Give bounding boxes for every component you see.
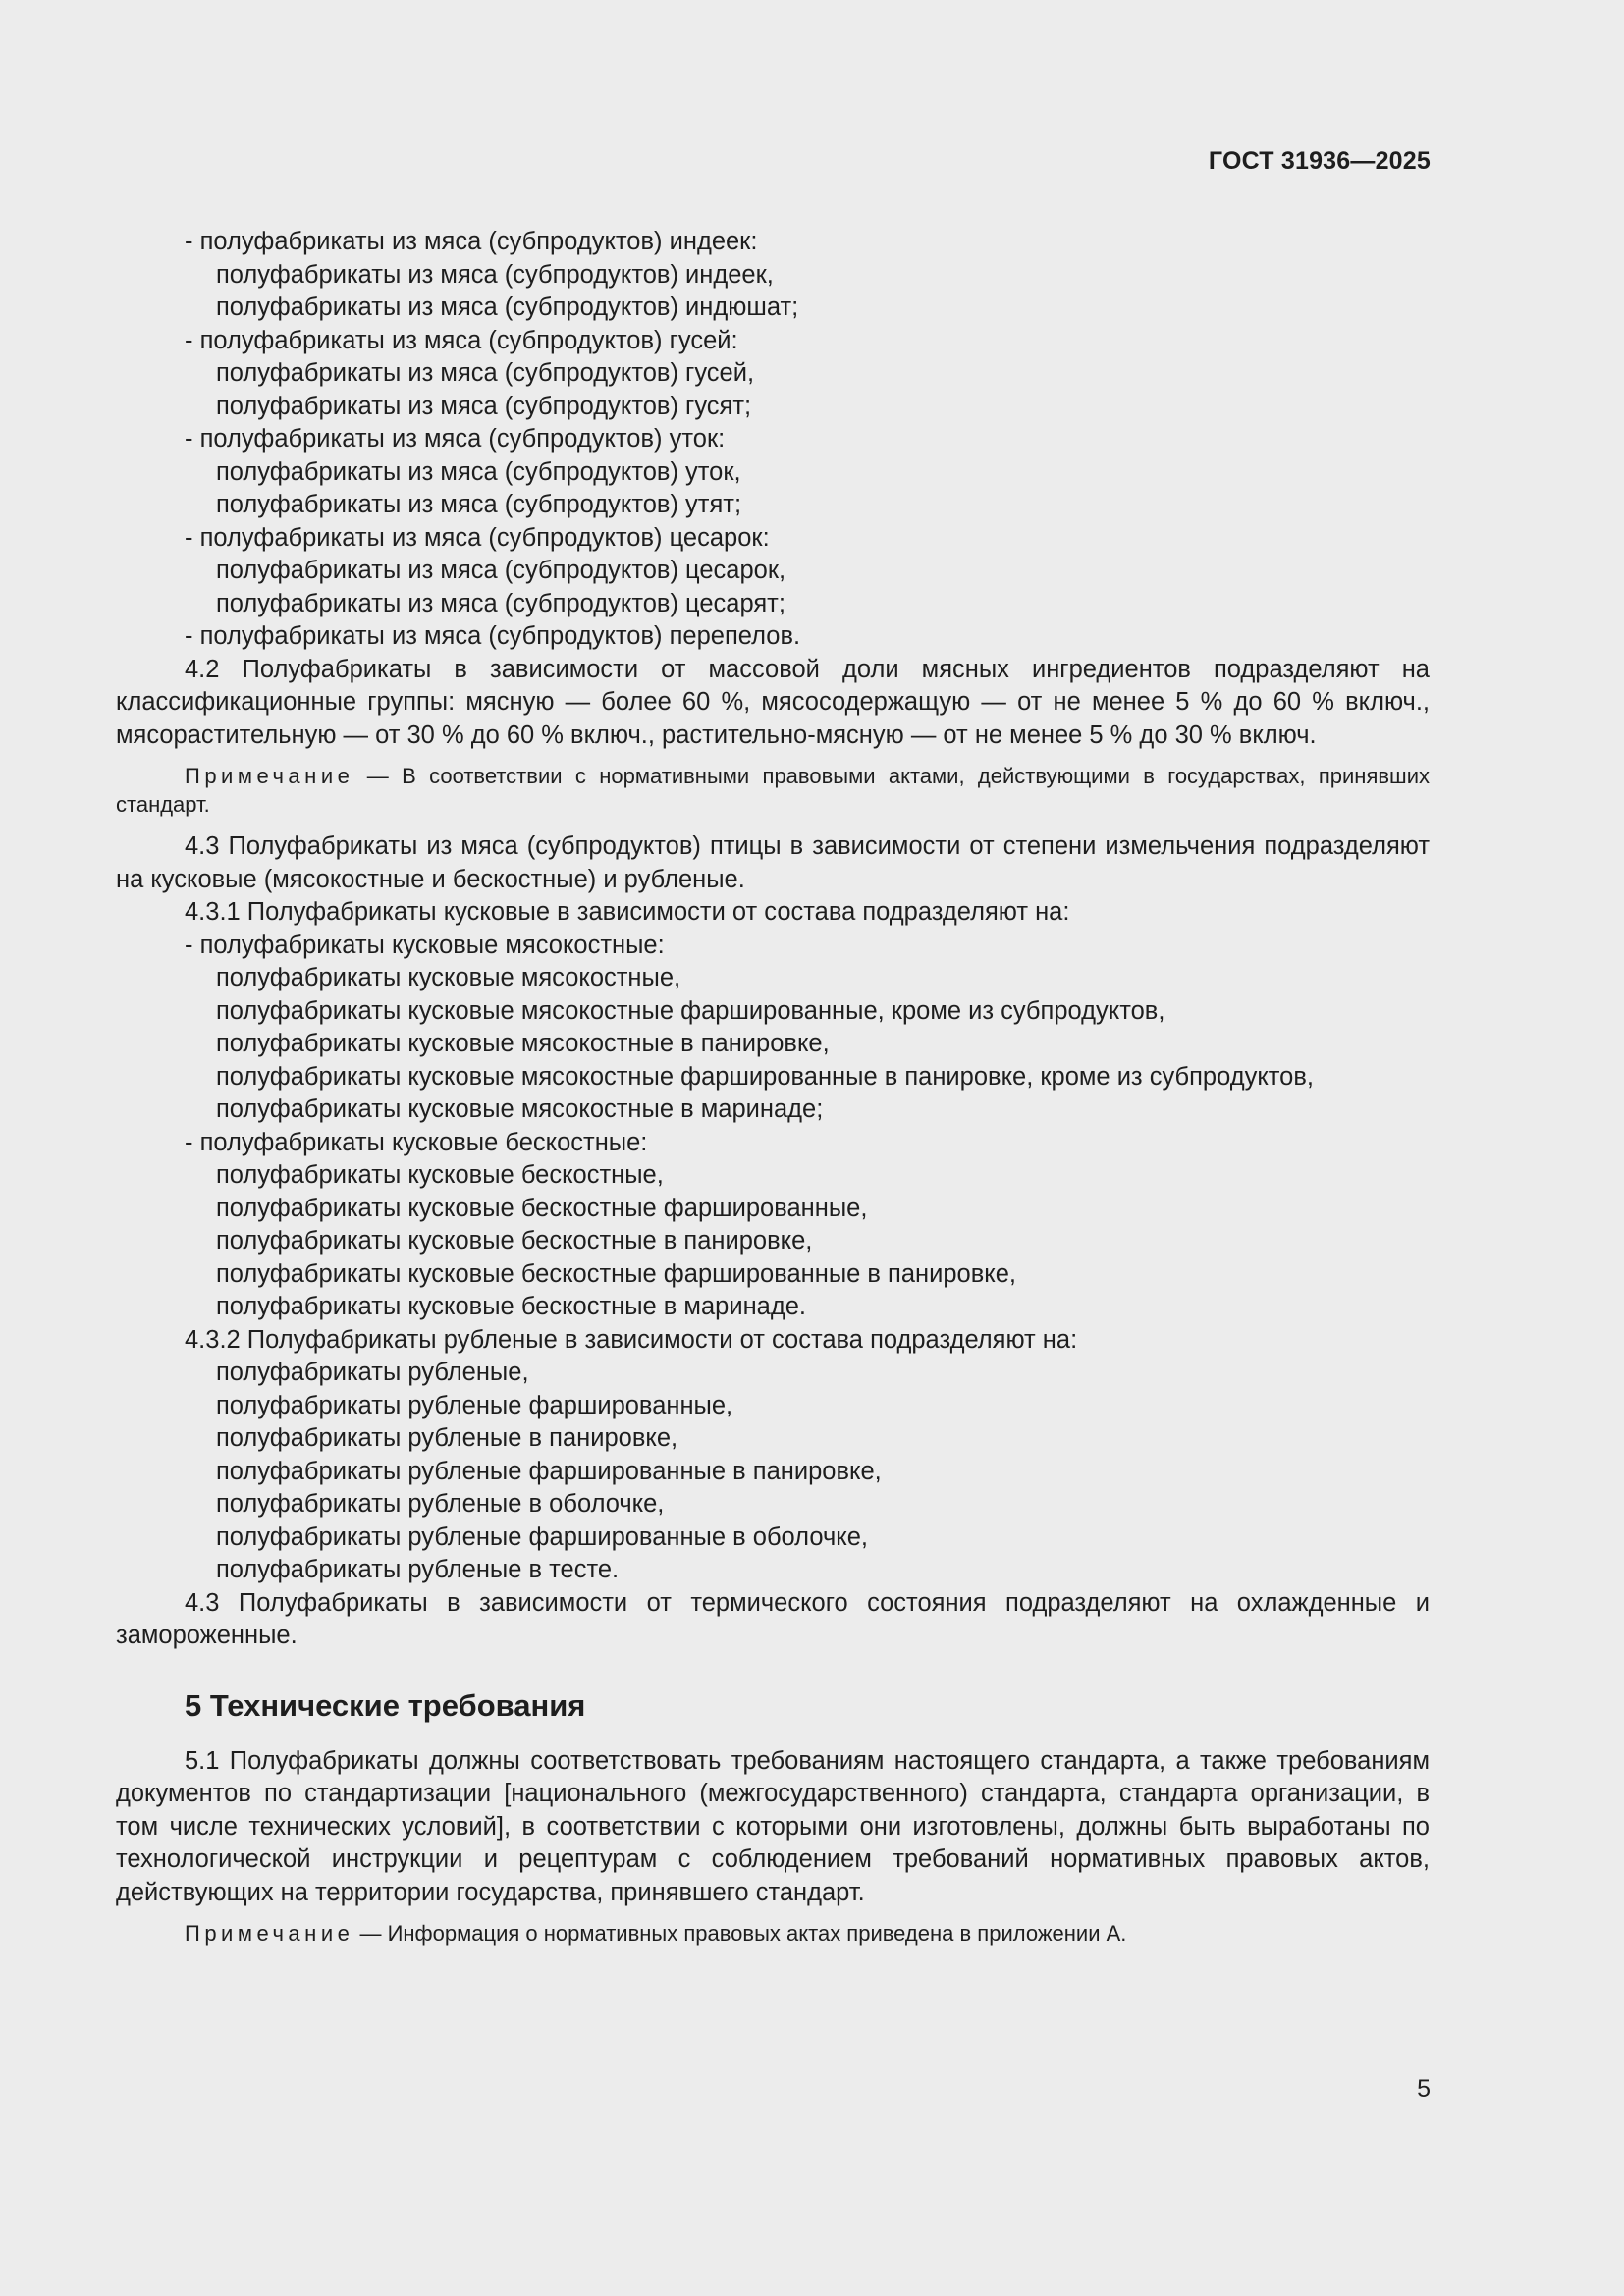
list-item: 4.3.1 Полуфабрикаты кусковые в зависимости от состава подразделяют на: bbox=[185, 898, 1070, 926]
list-item: полуфабрикаты из мяса (субпродуктов) цесарок, bbox=[216, 557, 786, 584]
list-item: - полуфабрикаты из мяса (субпродуктов) цесарок: bbox=[185, 523, 770, 552]
note-text: — Информация о нормативных правовых актах приведена в приложении А. bbox=[353, 1921, 1127, 1946]
list-item: полуфабрикаты кусковые мясокостные фаршированные в панировке, кроме из субпродуктов, bbox=[216, 1062, 1314, 1091]
list-item: полуфабрикаты из мяса (субпродуктов) гусят; bbox=[216, 392, 752, 420]
list-item: полуфабрикаты из мяса (субпродуктов) гусей, bbox=[216, 359, 755, 387]
list-item: 4.3.2 Полуфабрикаты рубленые в зависимости от состава подразделяют на: bbox=[185, 1325, 1078, 1354]
page-number: 5 bbox=[1417, 2075, 1431, 2103]
list-item: полуфабрикаты рубленые в тесте. bbox=[216, 1556, 620, 1583]
clause-5-1: 5.1 Полуфабрикаты должны соответствовать требованиям настоящего стандарта, а также требованиям документов по стандартизации [национального (межгосударственного) стандарта, стандарта организации, в том числе технических условий], в соответствии с которыми они изготовлены, должны быть выработаны по технологической инструкции и рецептурам с соблюдением требований нормативных правовых актов, действующих на территории государства, принявшего стандарт. bbox=[116, 1746, 1430, 1906]
list-item: полуфабрикаты из мяса (субпродуктов) уток, bbox=[216, 457, 741, 486]
product-types-list bbox=[116, 896, 1430, 1587]
list-item: полуфабрикаты рубленые в панировке, bbox=[216, 1424, 678, 1452]
list-item: полуфабрикаты кусковые бескостные фаршированные в панировке, bbox=[216, 1259, 1016, 1288]
list-item: полуфабрикаты рубленые фаршированные в оболочке, bbox=[216, 1522, 868, 1551]
list-item: полуфабрикаты рубленые, bbox=[216, 1359, 529, 1386]
poultry-species-list bbox=[116, 226, 1430, 654]
list-item: - полуфабрикаты кусковые бескостные: bbox=[185, 1128, 648, 1156]
list-item: полуфабрикаты из мяса (субпродуктов) цесарят; bbox=[216, 589, 785, 617]
list-item: полуфабрикаты кусковые мясокостные в маринаде; bbox=[216, 1095, 824, 1123]
list-item: полуфабрикаты рубленые в оболочке, bbox=[216, 1490, 665, 1518]
list-item: - полуфабрикаты из мяса (субпродуктов) уток: bbox=[185, 425, 726, 453]
list-item: полуфабрикаты рубленые фаршированные в панировке, bbox=[216, 1457, 882, 1485]
list-item: полуфабрикаты кусковые бескостные фаршированные, bbox=[216, 1194, 868, 1222]
list-item: полуфабрикаты рубленые фаршированные, bbox=[216, 1391, 733, 1419]
clause-4-2: 4.2 Полуфабрикаты в зависимости от массовой доли мясных ингредиентов подразделяют на классификационные группы: мясную — более 60 %, мясосодержащую — от не менее 5 % до 60 % включ., мясорастительную — от 30 % до 60 % включ., растительно-мясную — от не менее 5 % до 30 % включ. bbox=[116, 655, 1430, 749]
list-item: полуфабрикаты из мяса (субпродуктов) индеек, bbox=[216, 260, 774, 289]
note-text: — В соответствии с нормативными правовыми актами, действующими в государствах, принявших стандарт. bbox=[116, 764, 1430, 817]
page-content bbox=[116, 226, 1430, 1959]
list-item: полуфабрикаты кусковые мясокостные, bbox=[216, 964, 681, 991]
list-item: - полуфабрикаты кусковые мясокостные: bbox=[185, 931, 665, 959]
note-2 bbox=[116, 1919, 1430, 1948]
list-item: полуфабрикаты из мяса (субпродуктов) утят; bbox=[216, 491, 742, 518]
list-item: полуфабрикаты кусковые бескостные в панировке, bbox=[216, 1227, 813, 1255]
clause-4-3-thermal: 4.3 Полуфабрикаты в зависимости от термического состояния подразделяют на охлажденные и замороженные. bbox=[116, 1588, 1430, 1649]
list-item: полуфабрикаты кусковые бескостные в маринаде. bbox=[216, 1293, 806, 1320]
note-label: Примечание bbox=[185, 1921, 354, 1946]
list-item: - полуфабрикаты из мяса (субпродуктов) гусей: bbox=[185, 326, 738, 354]
note-1 bbox=[116, 762, 1430, 819]
list-item: полуфабрикаты кусковые бескостные, bbox=[216, 1161, 664, 1189]
document-code-header: ГОСТ 31936—2025 bbox=[1208, 147, 1431, 175]
list-item: полуфабрикаты из мяса (субпродуктов) индюшат; bbox=[216, 294, 799, 321]
list-item: полуфабрикаты кусковые мясокостные в панировке, bbox=[216, 1030, 830, 1057]
section-heading: 5 Технические требования bbox=[185, 1687, 586, 1723]
list-item: - полуфабрикаты из мяса (субпродуктов) перепелов. bbox=[185, 622, 801, 650]
list-item: - полуфабрикаты из мяса (субпродуктов) индеек: bbox=[185, 228, 758, 255]
clause-4-3: 4.3 Полуфабрикаты из мяса (субпродуктов) птицы в зависимости от степени измельчения подразделяют на кусковые (мясокостные и бескостные) и рубленые. bbox=[116, 832, 1430, 893]
note-label: Примечание bbox=[185, 764, 354, 788]
list-item: полуфабрикаты кусковые мясокостные фаршированные, кроме из субпродуктов, bbox=[216, 996, 1165, 1025]
